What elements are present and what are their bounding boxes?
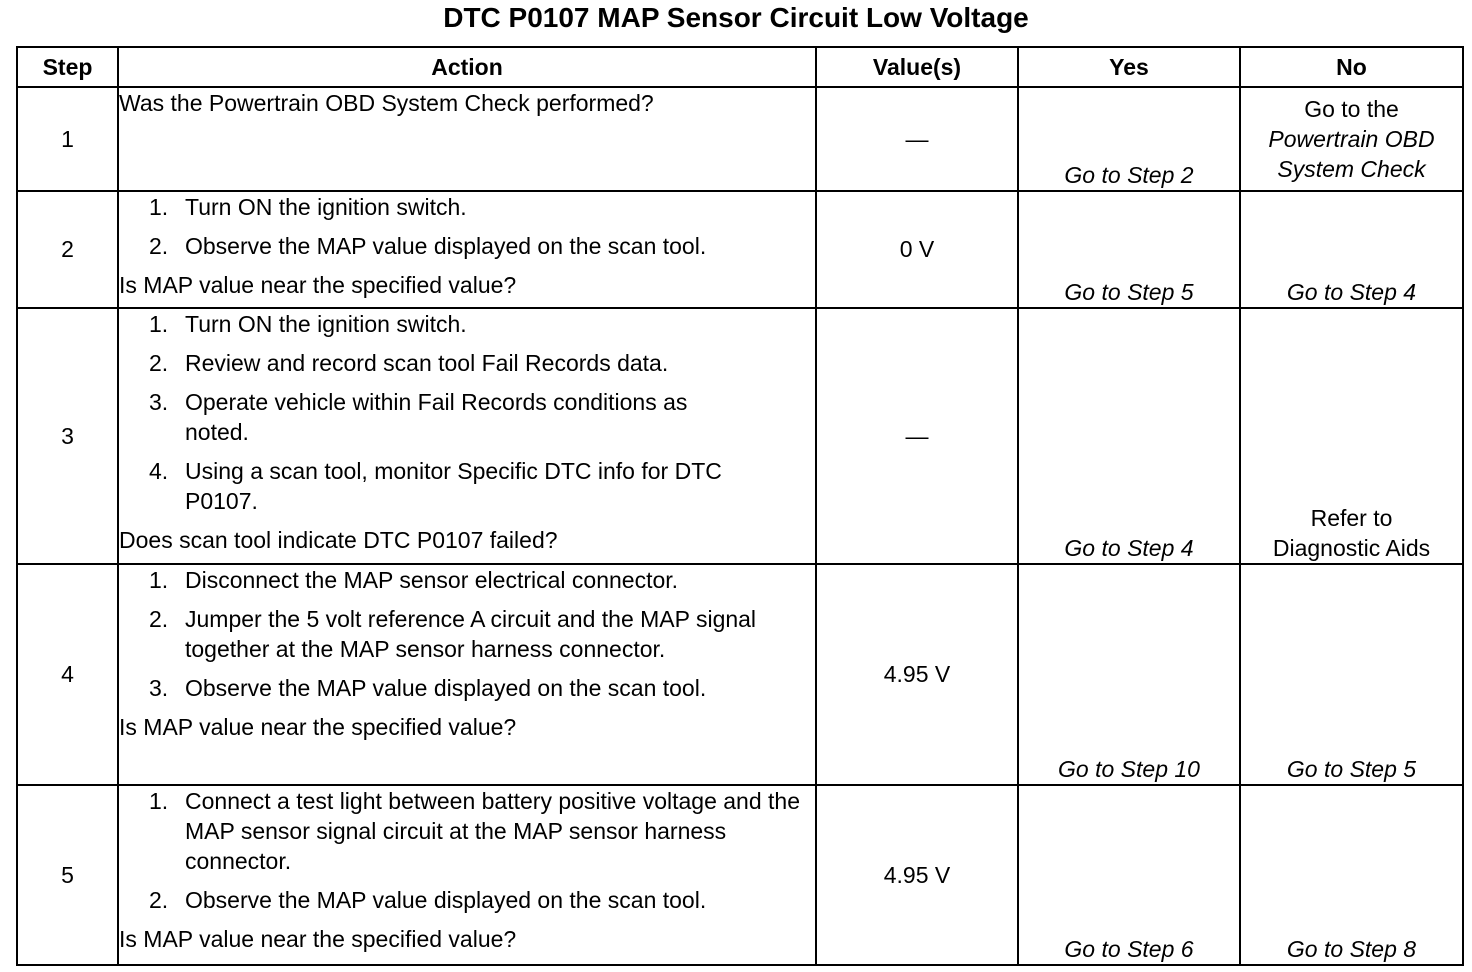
action-step-text: Observe the MAP value displayed on the scan tool.: [185, 887, 707, 913]
action-step: [149, 604, 815, 664]
value-cell: 4.95 V: [816, 785, 1018, 965]
action-step-number: 2.: [149, 606, 169, 632]
action-step-text: Connect a test light between battery positive voltage and the MAP sensor signal circuit at the MAP sensor harness connector.: [185, 788, 801, 874]
table-row: [17, 308, 1463, 564]
action-step: [149, 565, 815, 595]
yes-cell: Go to Step 5: [1018, 191, 1240, 308]
action-step-number: 1.: [149, 311, 169, 337]
action-step-text: Observe the MAP value displayed on the scan tool.: [185, 233, 707, 259]
header-action: Action: [118, 47, 816, 87]
action-steps: [119, 786, 815, 915]
action-question: Does scan tool indicate DTC P0107 failed?: [119, 527, 558, 553]
step-number: 5: [17, 785, 118, 965]
action-step: [149, 348, 815, 378]
yes-cell: Go to Step 2: [1018, 87, 1240, 191]
action-step: [149, 673, 815, 703]
yes-cell: Go to Step 10: [1018, 564, 1240, 785]
action-cell: [118, 191, 816, 308]
header-values: Value(s): [816, 47, 1018, 87]
action-step-number: 2.: [149, 887, 169, 913]
action-steps: [119, 192, 815, 261]
action-question: Was the Powertrain OBD System Check performed?: [119, 90, 654, 116]
action-step-number: 3.: [149, 389, 169, 415]
header-row: [17, 47, 1463, 87]
value-cell: 4.95 V: [816, 564, 1018, 785]
action-step: [149, 192, 815, 222]
action-step: [149, 786, 815, 876]
action-steps: [119, 309, 815, 516]
diagnostic-table: [16, 46, 1464, 966]
action-cell: [118, 308, 816, 564]
table-row: [17, 191, 1463, 308]
action-step-number: 4.: [149, 458, 169, 484]
header-yes: Yes: [1018, 47, 1240, 87]
action-steps: [119, 565, 815, 703]
action-question: Is MAP value near the specified value?: [119, 714, 517, 740]
page-title: DTC P0107 MAP Sensor Circuit Low Voltage: [443, 2, 1029, 33]
action-step-number: 1.: [149, 788, 169, 814]
action-cell: [118, 87, 816, 191]
action-step-number: 1.: [149, 194, 169, 220]
action-step-text: Jumper the 5 volt reference A circuit and the MAP signal together at the MAP sensor harness connector.: [185, 606, 757, 662]
action-step: [149, 231, 815, 261]
action-step-text: Using a scan tool, monitor Specific DTC info for DTC P0107.: [185, 458, 722, 514]
value-cell: —: [816, 308, 1018, 564]
action-cell: [118, 785, 816, 965]
no-link: Powertrain OBD System Check: [1268, 126, 1435, 182]
action-question: Is MAP value near the specified value?: [119, 926, 517, 952]
no-cell: Go to Step 5: [1240, 564, 1463, 785]
value-cell: 0 V: [816, 191, 1018, 308]
step-number: 2: [17, 191, 118, 308]
table-row: [17, 87, 1463, 191]
no-cell: Go to Step 4: [1240, 191, 1463, 308]
value-cell: —: [816, 87, 1018, 191]
action-step-text: Operate vehicle within Fail Records conditions as noted.: [185, 389, 688, 445]
header-step: Step: [17, 47, 118, 87]
step-number: 1: [17, 87, 118, 191]
action-step-text: Review and record scan tool Fail Records data.: [185, 350, 669, 376]
action-step: [149, 309, 815, 339]
yes-cell: Go to Step 6: [1018, 785, 1240, 965]
action-step: [149, 456, 815, 516]
action-step: [149, 387, 815, 447]
action-step: [149, 885, 815, 915]
step-number: 4: [17, 564, 118, 785]
no-prefix: Go to the: [1304, 96, 1399, 122]
action-question: Is MAP value near the specified value?: [119, 272, 517, 298]
action-step-number: 2.: [149, 350, 169, 376]
step-number: 3: [17, 308, 118, 564]
no-cell: Refer to Diagnostic Aids: [1240, 308, 1463, 564]
no-cell: Go to Step 8: [1240, 785, 1463, 965]
action-step-number: 2.: [149, 233, 169, 259]
action-step-text: Observe the MAP value displayed on the scan tool.: [185, 675, 707, 701]
header-no: No: [1240, 47, 1463, 87]
yes-cell: Go to Step 4: [1018, 308, 1240, 564]
action-step-number: 1.: [149, 567, 169, 593]
action-step-text: Turn ON the ignition switch.: [185, 311, 467, 337]
no-cell: [1240, 87, 1463, 191]
action-step-text: Disconnect the MAP sensor electrical connector.: [185, 567, 679, 593]
table-row: [17, 785, 1463, 965]
action-step-text: Turn ON the ignition switch.: [185, 194, 467, 220]
action-step-number: 3.: [149, 675, 169, 701]
table-row: [17, 564, 1463, 785]
action-cell: [118, 564, 816, 785]
